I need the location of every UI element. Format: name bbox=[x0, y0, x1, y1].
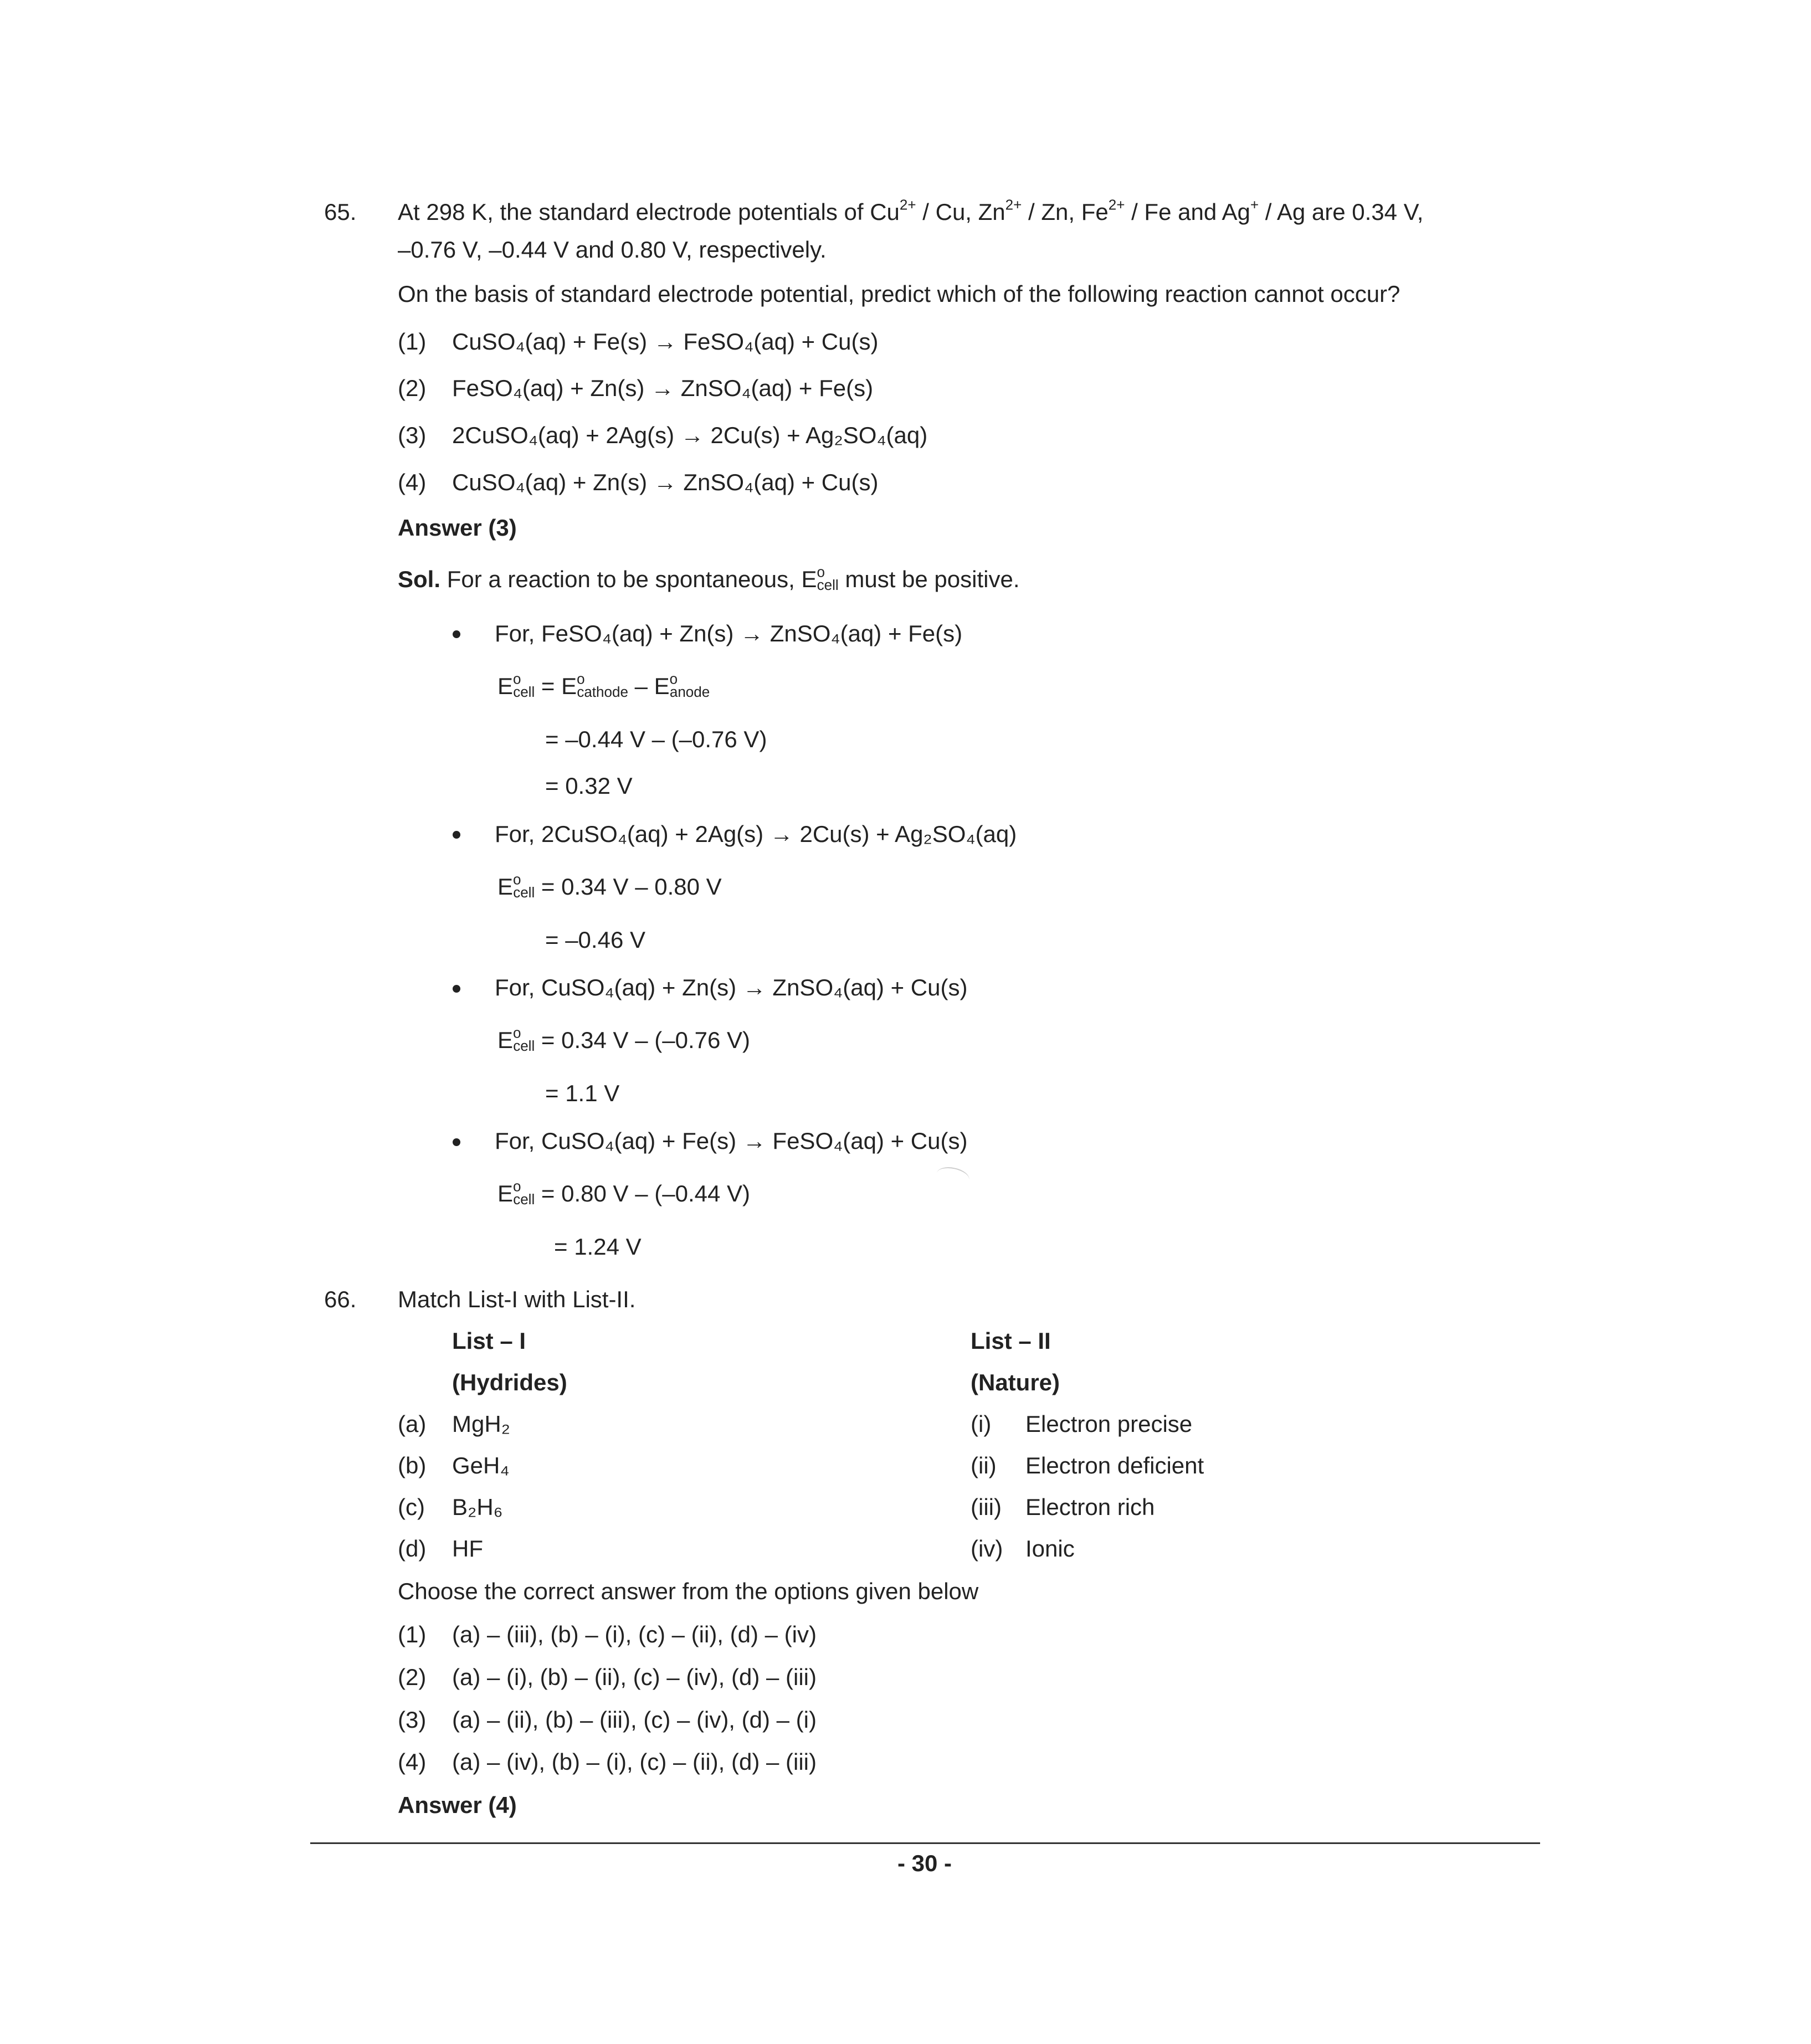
option-text: FeSO₄(aq) + Zn(s) → ZnSO₄(aq) + Fe(s) bbox=[452, 375, 874, 401]
list2-key: (iv) bbox=[971, 1535, 1003, 1562]
e-cell-symbol: $E^o_{cell}$ bbox=[801, 563, 839, 593]
e-cathode-symbol: $E^o_{cathode}$ bbox=[561, 670, 628, 700]
solution-label: Sol. bbox=[398, 566, 441, 592]
list1-title: List – I bbox=[452, 1328, 526, 1354]
text: / Zn, Fe bbox=[1022, 199, 1109, 225]
bullet bbox=[453, 630, 460, 638]
equation-line: = –0.44 V – (–0.76 V) bbox=[545, 726, 767, 752]
list2-value: Electron rich bbox=[1025, 1494, 1155, 1520]
option-text: (a) – (iii), (b) – (i), (c) – (ii), (d) – (iv) bbox=[452, 1621, 817, 1647]
list2-value: Electron deficient bbox=[1025, 1452, 1204, 1478]
equation bbox=[497, 871, 722, 901]
option-number: (4) bbox=[398, 1749, 427, 1775]
question-text-line: –0.76 V, –0.44 V and 0.80 V, respectively. bbox=[398, 237, 827, 263]
option-number: (1) bbox=[398, 328, 427, 355]
charge: + bbox=[1250, 196, 1259, 213]
charge: 2+ bbox=[1005, 196, 1022, 213]
list2-value: Ionic bbox=[1025, 1535, 1075, 1562]
question-prompt: On the basis of standard electrode potential, predict which of the following reaction cannot occur? bbox=[398, 281, 1400, 307]
list2-key: (iii) bbox=[971, 1494, 1002, 1520]
list2-key: (i) bbox=[971, 1411, 992, 1437]
equation bbox=[497, 670, 710, 700]
option-number: (2) bbox=[398, 375, 427, 401]
e-cell-symbol: $E^o_{cell}$ bbox=[497, 670, 535, 700]
text: = 0.34 V – 0.80 V bbox=[541, 874, 722, 900]
reaction: For, FeSO₄(aq) + Zn(s) → ZnSO₄(aq) + Fe(s) bbox=[495, 620, 963, 646]
option-text: (a) – (ii), (b) – (iii), (c) – (iv), (d) – (i) bbox=[452, 1707, 817, 1733]
list2-value: Electron precise bbox=[1025, 1411, 1193, 1437]
text: = bbox=[541, 673, 562, 699]
text: / Cu, Zn bbox=[916, 199, 1005, 225]
bullet bbox=[453, 831, 460, 839]
list1-key: (c) bbox=[398, 1494, 425, 1520]
question-text-line bbox=[398, 196, 1424, 225]
list2-title: List – II bbox=[971, 1328, 1051, 1354]
option-number: (2) bbox=[398, 1664, 427, 1690]
equation-line: = –0.46 V bbox=[545, 927, 645, 953]
reaction: For, CuSO₄(aq) + Fe(s) → FeSO₄(aq) + Cu(s) bbox=[495, 1128, 968, 1154]
answer: Answer (3) bbox=[398, 515, 517, 541]
option-text: CuSO₄(aq) + Fe(s) → FeSO₄(aq) + Cu(s) bbox=[452, 328, 879, 355]
text: For a reaction to be spontaneous, bbox=[447, 566, 795, 592]
list1-value: GeH₄ bbox=[452, 1452, 510, 1478]
option-text: CuSO₄(aq) + Zn(s) → ZnSO₄(aq) + Cu(s) bbox=[452, 469, 879, 495]
question-number: 65. bbox=[324, 199, 357, 225]
list1-value: MgH₂ bbox=[452, 1411, 510, 1437]
equation-line: = 1.24 V bbox=[554, 1234, 642, 1260]
e-cell-symbol: $E^o_{cell}$ bbox=[497, 1024, 535, 1054]
bullet bbox=[453, 985, 460, 993]
option-text: (a) – (iv), (b) – (i), (c) – (ii), (d) – (iii) bbox=[452, 1749, 817, 1775]
equation-line: = 1.1 V bbox=[545, 1080, 620, 1106]
charge: 2+ bbox=[1108, 196, 1125, 213]
answer: Answer (4) bbox=[398, 1792, 517, 1818]
question-prompt: Match List-I with List-II. bbox=[398, 1286, 636, 1312]
list1-key: (b) bbox=[398, 1452, 427, 1478]
text: / Fe and Ag bbox=[1125, 199, 1250, 225]
charge: 2+ bbox=[899, 196, 916, 213]
reaction: For, CuSO₄(aq) + Zn(s) → ZnSO₄(aq) + Cu(s) bbox=[495, 974, 968, 1000]
e-anode-symbol: $E^o_{anode}$ bbox=[654, 670, 710, 700]
list1-key: (a) bbox=[398, 1411, 427, 1437]
e-cell-symbol: $E^o_{cell}$ bbox=[497, 1178, 535, 1208]
text: – bbox=[628, 673, 654, 699]
instructions: Choose the correct answer from the options given below bbox=[398, 1578, 979, 1604]
bullet bbox=[453, 1138, 460, 1146]
solution-intro bbox=[398, 563, 1020, 593]
equation bbox=[497, 1178, 750, 1208]
page-number: - 30 - bbox=[897, 1850, 952, 1876]
text: / Ag are 0.34 V, bbox=[1259, 199, 1424, 225]
question-number: 66. bbox=[324, 1286, 357, 1312]
text: At 298 K, the standard electrode potentials of Cu bbox=[398, 199, 900, 225]
stray-mark bbox=[935, 1164, 971, 1189]
option-number: (1) bbox=[398, 1621, 427, 1647]
text: must be positive. bbox=[845, 566, 1020, 592]
text: = 0.80 V – (–0.44 V) bbox=[541, 1180, 750, 1206]
list1-key: (d) bbox=[398, 1535, 427, 1562]
option-number: (4) bbox=[398, 469, 427, 495]
e-cell-symbol: $E^o_{cell}$ bbox=[497, 871, 535, 901]
list2-key: (ii) bbox=[971, 1452, 997, 1478]
footer-divider bbox=[310, 1842, 1540, 1844]
equation-line: = 0.32 V bbox=[545, 773, 633, 799]
reaction: For, 2CuSO₄(aq) + 2Ag(s) → 2Cu(s) + Ag₂SO₄(aq) bbox=[495, 821, 1017, 847]
list1-subtitle: (Hydrides) bbox=[452, 1369, 567, 1395]
option-text: (a) – (i), (b) – (ii), (c) – (iv), (d) – (iii) bbox=[452, 1664, 817, 1690]
text: = 0.34 V – (–0.76 V) bbox=[541, 1027, 750, 1053]
list1-value: HF bbox=[452, 1535, 483, 1562]
equation bbox=[497, 1024, 750, 1054]
list1-value: B₂H₆ bbox=[452, 1494, 503, 1520]
option-number: (3) bbox=[398, 1707, 427, 1733]
list2-subtitle: (Nature) bbox=[971, 1369, 1060, 1395]
option-text: 2CuSO₄(aq) + 2Ag(s) → 2Cu(s) + Ag₂SO₄(aq) bbox=[452, 422, 928, 448]
option-number: (3) bbox=[398, 422, 427, 448]
